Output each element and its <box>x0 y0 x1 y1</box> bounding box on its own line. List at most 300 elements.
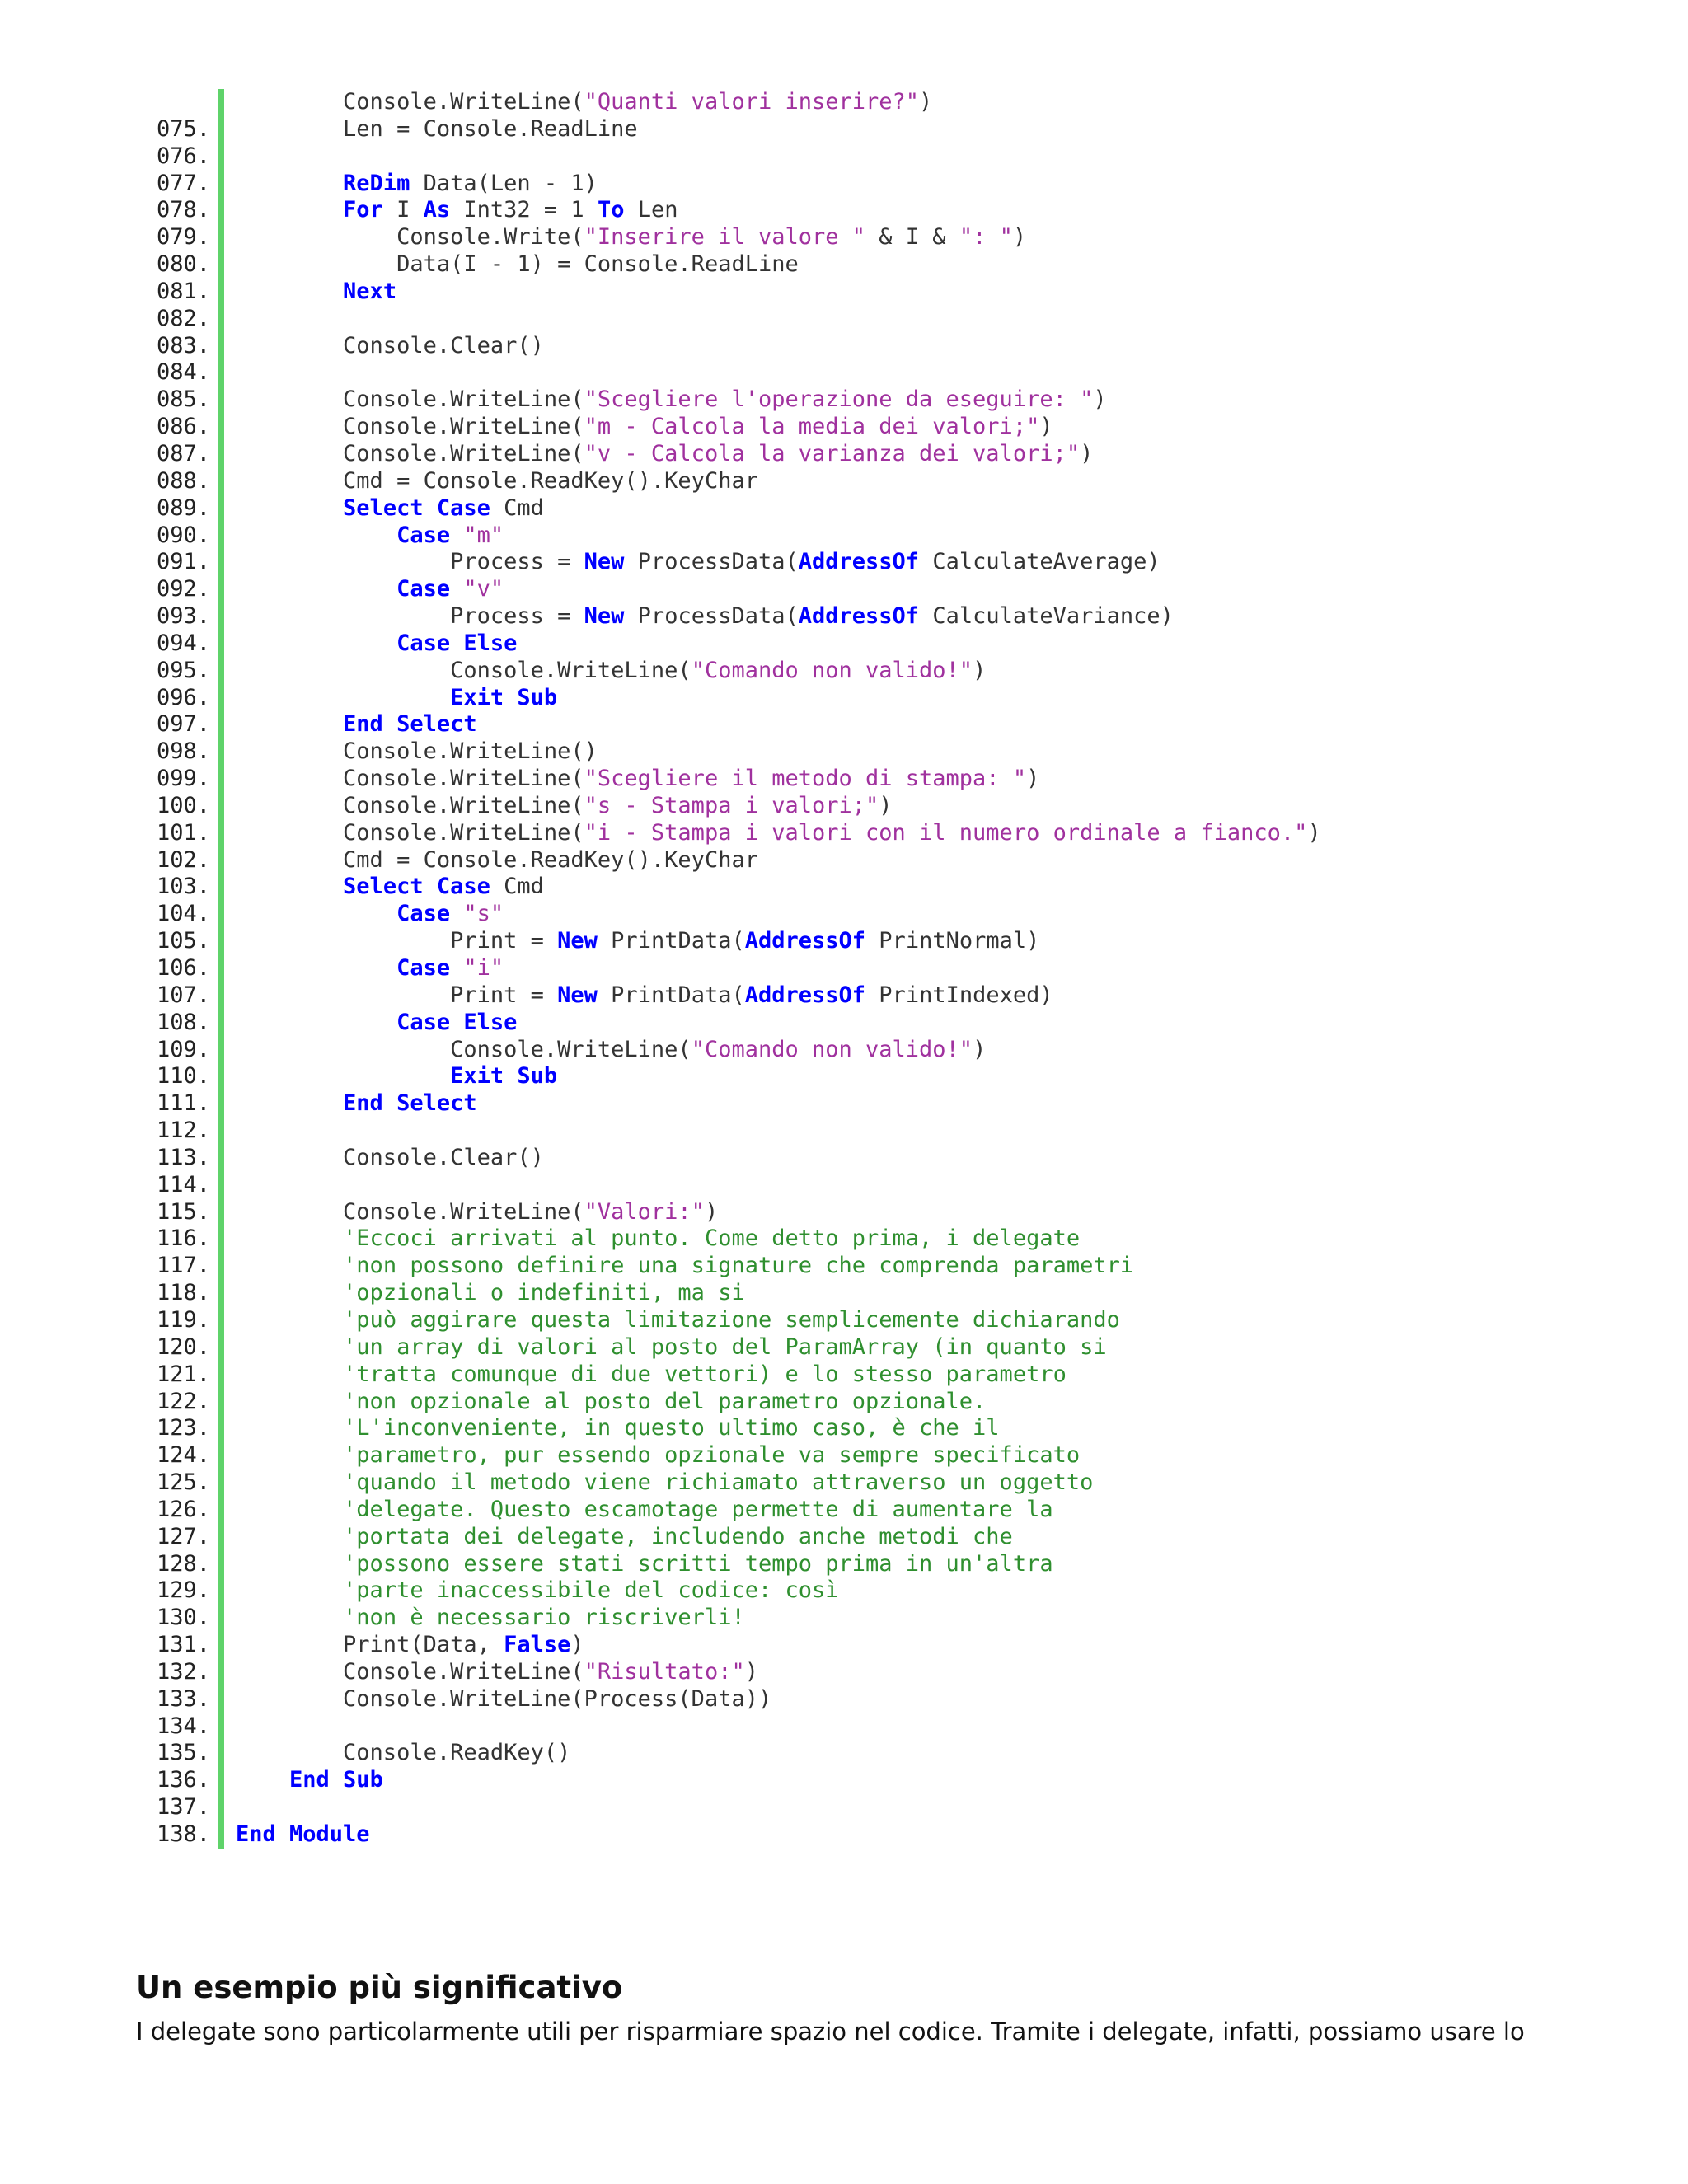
line-number-bar <box>218 1334 224 1361</box>
code-line <box>0 1199 1688 1226</box>
code-token: ProcessData( <box>624 549 799 575</box>
code-keyword: AddressOf <box>798 549 920 575</box>
code-comment: 'delegate. Questo escamotage permette di aumentare la <box>343 1496 1053 1522</box>
line-number: 108. <box>156 1009 210 1035</box>
code-text <box>236 738 598 766</box>
code-token: ) <box>1012 224 1027 251</box>
line-number-bar <box>218 1442 224 1469</box>
code-line <box>0 224 1688 251</box>
code-keyword: Case Else <box>396 1009 518 1035</box>
code-line <box>0 1280 1688 1307</box>
code-token <box>236 1389 343 1414</box>
code-token: Int32 = 1 <box>450 197 598 223</box>
code-line <box>0 1090 1688 1118</box>
line-number-bar <box>218 116 224 143</box>
line-number: 118. <box>156 1280 210 1306</box>
code-keyword: Select Case <box>343 494 490 521</box>
code-token: Cmd <box>490 494 544 521</box>
code-line <box>0 116 1688 143</box>
line-number-bar <box>218 251 224 279</box>
line-number: 076. <box>156 143 210 169</box>
line-number-bar <box>218 1632 224 1659</box>
line-number-bar <box>218 1361 224 1389</box>
line-number-bar <box>218 1551 224 1578</box>
section-heading: Un esempio più significativo <box>136 1970 623 2005</box>
code-string: "i" <box>463 955 504 981</box>
code-token <box>236 1361 343 1387</box>
code-text <box>236 1551 1053 1578</box>
code-text <box>236 630 517 658</box>
code-line <box>0 1632 1688 1659</box>
line-number: 133. <box>156 1685 210 1712</box>
line-number: 088. <box>156 467 210 494</box>
code-token: CalculateVariance) <box>919 603 1174 630</box>
code-token <box>236 1497 343 1522</box>
line-number-bar <box>218 1605 224 1632</box>
line-number: 116. <box>156 1226 210 1252</box>
line-number: 129. <box>156 1577 210 1604</box>
line-number: 121. <box>156 1361 210 1387</box>
line-number: 102. <box>156 846 210 873</box>
code-text <box>236 1767 383 1794</box>
code-listing <box>0 89 1688 1849</box>
code-text <box>236 89 932 116</box>
line-number: 078. <box>156 197 210 223</box>
code-text <box>236 224 1026 251</box>
code-text <box>236 1605 745 1632</box>
code-token: Console.Write( <box>236 224 584 251</box>
code-keyword: False <box>504 1632 571 1658</box>
code-token <box>236 495 343 521</box>
line-number-bar <box>218 1172 224 1199</box>
code-comment: 'Eccoci arrivati al punto. Come detto prima, i delegate <box>343 1226 1081 1252</box>
code-keyword: New <box>584 603 625 630</box>
code-line <box>0 901 1688 928</box>
line-number: 104. <box>156 901 210 927</box>
line-number: 114. <box>156 1171 210 1197</box>
line-number: 128. <box>156 1550 210 1577</box>
code-line <box>0 1063 1688 1090</box>
code-text <box>236 1821 370 1849</box>
code-token: I <box>382 197 424 223</box>
code-token: ) <box>1093 387 1107 413</box>
code-line <box>0 1497 1688 1524</box>
code-keyword: Exit Sub <box>450 684 558 710</box>
line-number: 119. <box>156 1306 210 1333</box>
code-token <box>236 1280 343 1305</box>
code-token <box>236 1063 450 1089</box>
code-keyword: Select Case <box>343 874 490 900</box>
code-text <box>236 658 986 685</box>
code-text <box>236 1415 1000 1442</box>
code-line <box>0 1389 1688 1416</box>
code-token: ) <box>973 1036 987 1062</box>
code-line <box>0 1713 1688 1741</box>
section-paragraph: I delegate sono particolarmente utili per risparmiare spazio nel codice. Tramite i delegate, infatti, possiamo usare lo <box>136 2018 1525 2046</box>
code-line <box>0 414 1688 441</box>
code-text <box>236 1632 584 1659</box>
code-string: "Valori:" <box>584 1198 705 1225</box>
code-text <box>236 847 758 874</box>
line-number-bar <box>218 793 224 820</box>
code-text <box>236 1740 570 1767</box>
code-token: ) <box>1039 414 1053 440</box>
code-line <box>0 1145 1688 1172</box>
code-keyword: End Module <box>236 1821 370 1847</box>
code-line <box>0 1253 1688 1280</box>
line-number-bar <box>218 1145 224 1172</box>
code-text <box>236 1307 1120 1334</box>
code-keyword: End Select <box>343 711 477 738</box>
code-text <box>236 1199 718 1226</box>
line-number: 124. <box>156 1442 210 1469</box>
line-number: 096. <box>156 684 210 710</box>
line-number-bar <box>218 1794 224 1821</box>
code-token: Console.WriteLine( <box>236 1036 692 1062</box>
code-token: Cmd = Console.ReadKey().KeyChar <box>236 467 758 494</box>
line-number: 112. <box>156 1118 210 1144</box>
line-number-bar <box>218 711 224 738</box>
code-text <box>236 982 1053 1010</box>
code-keyword: Case Else <box>396 630 518 656</box>
line-number-bar <box>218 468 224 495</box>
line-number-bar <box>218 171 224 198</box>
line-number-bar <box>218 738 224 766</box>
code-string: "Risultato:" <box>584 1658 745 1685</box>
code-line <box>0 928 1688 955</box>
code-token: Console.WriteLine( <box>236 766 584 792</box>
code-token: ) <box>973 657 987 683</box>
line-number: 132. <box>156 1658 210 1685</box>
code-line <box>0 847 1688 874</box>
code-line <box>0 685 1688 712</box>
line-number: 127. <box>156 1523 210 1549</box>
code-token <box>236 711 343 737</box>
line-number-bar <box>218 1280 224 1307</box>
code-token <box>236 1442 343 1468</box>
code-text <box>236 766 1039 793</box>
code-text <box>236 333 544 360</box>
code-text <box>236 1253 1133 1280</box>
code-token: ) <box>879 792 893 818</box>
line-number: 098. <box>156 738 210 765</box>
code-text <box>236 1469 1093 1497</box>
code-string: "Comando non valido!" <box>691 657 973 683</box>
code-line <box>0 793 1688 820</box>
line-number: 077. <box>156 170 210 196</box>
line-number: 131. <box>156 1632 210 1658</box>
code-token <box>236 1524 343 1549</box>
line-number-bar <box>218 359 224 387</box>
line-number-bar <box>218 306 224 333</box>
code-line <box>0 1740 1688 1767</box>
code-keyword: New <box>584 549 625 575</box>
code-token: & I & <box>865 224 959 251</box>
code-text <box>236 414 1053 441</box>
line-number: 090. <box>156 522 210 548</box>
code-text <box>236 793 893 820</box>
code-text <box>236 1361 1067 1389</box>
code-text <box>236 820 1321 847</box>
code-string: "Scegliere il metodo di stampa: " <box>584 766 1027 792</box>
code-token: ) <box>744 1658 758 1685</box>
line-number-bar <box>218 603 224 630</box>
code-token <box>236 901 396 926</box>
code-line <box>0 1577 1688 1605</box>
line-number: 136. <box>156 1767 210 1793</box>
code-text <box>236 387 1107 414</box>
code-keyword: Case <box>396 901 451 927</box>
code-text <box>236 955 504 982</box>
line-number: 125. <box>156 1469 210 1496</box>
code-token: Print = <box>236 928 558 954</box>
code-line <box>0 171 1688 198</box>
code-token <box>236 874 343 899</box>
code-line <box>0 1821 1688 1849</box>
code-string: "Quanti valori inserire?" <box>584 89 920 115</box>
code-comment: 'L'inconveniente, in questo ultimo caso, è che il <box>343 1415 1000 1441</box>
line-number: 115. <box>156 1198 210 1225</box>
code-token: ) <box>1080 440 1094 466</box>
code-line <box>0 197 1688 224</box>
line-number: 106. <box>156 955 210 981</box>
code-keyword: To <box>597 197 625 223</box>
line-number: 109. <box>156 1036 210 1062</box>
line-number-bar <box>218 1010 224 1037</box>
code-line <box>0 820 1688 847</box>
code-keyword: New <box>557 982 598 1008</box>
line-number-bar <box>218 901 224 928</box>
line-number: 095. <box>156 657 210 683</box>
code-token: Cmd = Console.ReadKey().KeyChar <box>236 846 758 873</box>
code-text <box>236 495 544 523</box>
code-comment: 'tratta comunque di due vettori) e lo stesso parametro <box>343 1361 1067 1387</box>
line-number: 100. <box>156 792 210 818</box>
code-token <box>236 1307 343 1333</box>
line-number: 120. <box>156 1333 210 1360</box>
code-text <box>236 1226 1080 1253</box>
code-text <box>236 1442 1080 1469</box>
code-line <box>0 1469 1688 1497</box>
code-line <box>0 1551 1688 1578</box>
code-token: CalculateAverage) <box>919 549 1160 575</box>
line-number: 080. <box>156 251 210 278</box>
code-text <box>236 441 1093 468</box>
code-token: Console.WriteLine( <box>236 89 584 115</box>
line-number-bar <box>218 658 224 685</box>
code-line <box>0 1010 1688 1037</box>
code-token: Print(Data, <box>236 1632 504 1658</box>
line-number: 105. <box>156 928 210 954</box>
code-token: Console.WriteLine() <box>236 738 598 765</box>
code-line <box>0 523 1688 550</box>
line-number: 082. <box>156 305 210 331</box>
code-line <box>0 1334 1688 1361</box>
code-line <box>0 1605 1688 1632</box>
code-text <box>236 251 799 279</box>
line-number: 137. <box>156 1794 210 1821</box>
line-number-bar <box>218 1686 224 1713</box>
code-line <box>0 1794 1688 1821</box>
line-number-bar <box>218 1524 224 1551</box>
code-comment: 'non possono definire una signature che comprenda parametri <box>343 1253 1134 1279</box>
line-number: 138. <box>156 1821 210 1847</box>
code-token <box>236 1334 343 1360</box>
code-line <box>0 468 1688 495</box>
code-line <box>0 279 1688 306</box>
code-string: "Scegliere l'operazione da eseguire: " <box>584 387 1094 413</box>
code-line <box>0 1415 1688 1442</box>
code-comment: 'possono essere stati scritti tempo prima in un'altra <box>343 1550 1053 1577</box>
line-number: 122. <box>156 1388 210 1414</box>
code-line <box>0 955 1688 982</box>
line-number: 097. <box>156 711 210 738</box>
code-token: Process = <box>236 603 584 630</box>
code-text <box>236 1037 986 1064</box>
code-text <box>236 685 557 712</box>
code-line <box>0 1524 1688 1551</box>
code-line <box>0 143 1688 171</box>
code-text <box>236 523 504 550</box>
code-text <box>236 1334 1107 1361</box>
code-token: ) <box>570 1632 584 1658</box>
code-comment: 'non opzionale al posto del parametro opzionale. <box>343 1388 987 1414</box>
code-line <box>0 549 1688 576</box>
code-line <box>0 982 1688 1010</box>
code-keyword: End Sub <box>289 1767 383 1793</box>
code-text <box>236 468 758 495</box>
code-line <box>0 711 1688 738</box>
line-number: 081. <box>156 278 210 304</box>
code-line <box>0 306 1688 333</box>
code-text <box>236 171 598 198</box>
line-number-bar <box>218 224 224 251</box>
line-number-bar <box>218 1199 224 1226</box>
code-keyword: AddressOf <box>798 603 920 630</box>
line-number-bar <box>218 1063 224 1090</box>
code-line <box>0 1361 1688 1389</box>
code-text <box>236 928 1039 955</box>
code-token: Len = Console.ReadLine <box>236 115 638 142</box>
code-token <box>236 1415 343 1441</box>
code-line <box>0 658 1688 685</box>
code-string: "m - Calcola la media dei valori;" <box>584 414 1040 440</box>
code-text <box>236 1280 745 1307</box>
code-text <box>236 1577 839 1605</box>
code-string: "Inserire il valore " <box>584 224 866 251</box>
code-line <box>0 1442 1688 1469</box>
code-token <box>236 576 396 602</box>
code-keyword: Case <box>396 576 451 602</box>
code-line <box>0 359 1688 387</box>
line-number: 111. <box>156 1090 210 1117</box>
code-line <box>0 630 1688 658</box>
code-token: PrintData( <box>597 928 745 954</box>
line-number: 083. <box>156 332 210 359</box>
code-line <box>0 1118 1688 1145</box>
line-number: 117. <box>156 1253 210 1279</box>
code-token: Console.WriteLine( <box>236 387 584 413</box>
code-line <box>0 495 1688 523</box>
code-text <box>236 549 1160 576</box>
line-number-bar <box>218 928 224 955</box>
code-token <box>450 955 463 981</box>
code-token <box>236 523 396 548</box>
line-number-bar <box>218 1037 224 1064</box>
code-token: Data(Len - 1) <box>410 170 598 196</box>
code-text <box>236 197 678 224</box>
line-number-bar <box>218 630 224 658</box>
code-comment: 'quando il metodo viene richiamato attraverso un oggetto <box>343 1469 1094 1496</box>
code-text <box>236 576 504 603</box>
code-line <box>0 387 1688 414</box>
code-line <box>0 1037 1688 1064</box>
code-token: ) <box>704 1198 719 1225</box>
code-token: ) <box>1026 766 1040 792</box>
line-number-bar <box>218 576 224 603</box>
line-number: 103. <box>156 874 210 900</box>
code-comment: 'parte inaccessibile del codice: così <box>343 1577 839 1604</box>
code-text <box>236 1686 771 1713</box>
code-token <box>236 1010 396 1035</box>
line-number-bar <box>218 766 224 793</box>
code-token: Console.Clear() <box>236 1144 544 1170</box>
code-token <box>236 1469 343 1495</box>
line-number-bar <box>218 1226 224 1253</box>
code-comment: 'non è necessario riscriverli! <box>343 1605 745 1631</box>
line-number: 079. <box>156 224 210 251</box>
line-number: 094. <box>156 630 210 656</box>
code-line <box>0 1307 1688 1334</box>
line-number: 093. <box>156 603 210 630</box>
code-text <box>236 603 1174 630</box>
line-number: 110. <box>156 1063 210 1090</box>
code-text <box>236 874 544 901</box>
code-line <box>0 441 1688 468</box>
code-text <box>236 279 396 306</box>
code-text <box>236 901 504 928</box>
code-line <box>0 766 1688 793</box>
code-string: "v - Calcola la varianza dei valori;" <box>584 440 1081 466</box>
line-number-bar <box>218 1090 224 1118</box>
line-number: 126. <box>156 1496 210 1522</box>
line-number: 099. <box>156 766 210 792</box>
line-number-bar <box>218 279 224 306</box>
code-line <box>0 738 1688 766</box>
code-token <box>450 523 463 548</box>
code-token <box>236 685 450 710</box>
line-number: 113. <box>156 1144 210 1170</box>
code-token: Print = <box>236 982 558 1008</box>
line-number: 085. <box>156 387 210 413</box>
code-text <box>236 1389 986 1416</box>
code-text <box>236 1145 544 1172</box>
code-keyword: As <box>423 197 451 223</box>
code-token <box>450 901 463 926</box>
code-keyword: Exit Sub <box>450 1063 558 1090</box>
code-token: PrintNormal) <box>865 928 1040 954</box>
code-comment: 'parametro, pur essendo opzionale va sempre specificato <box>343 1442 1081 1469</box>
code-token: Len <box>624 197 678 223</box>
code-token: Data(I - 1) = Console.ReadLine <box>236 251 799 278</box>
code-text <box>236 711 477 738</box>
code-comment: 'un array di valori al posto del ParamArray (in quanto si <box>343 1333 1107 1360</box>
line-number-bar <box>218 333 224 360</box>
line-number: 101. <box>156 819 210 846</box>
code-token: Console.WriteLine(Process(Data)) <box>236 1685 772 1712</box>
line-number-bar <box>218 685 224 712</box>
code-line <box>0 1767 1688 1794</box>
